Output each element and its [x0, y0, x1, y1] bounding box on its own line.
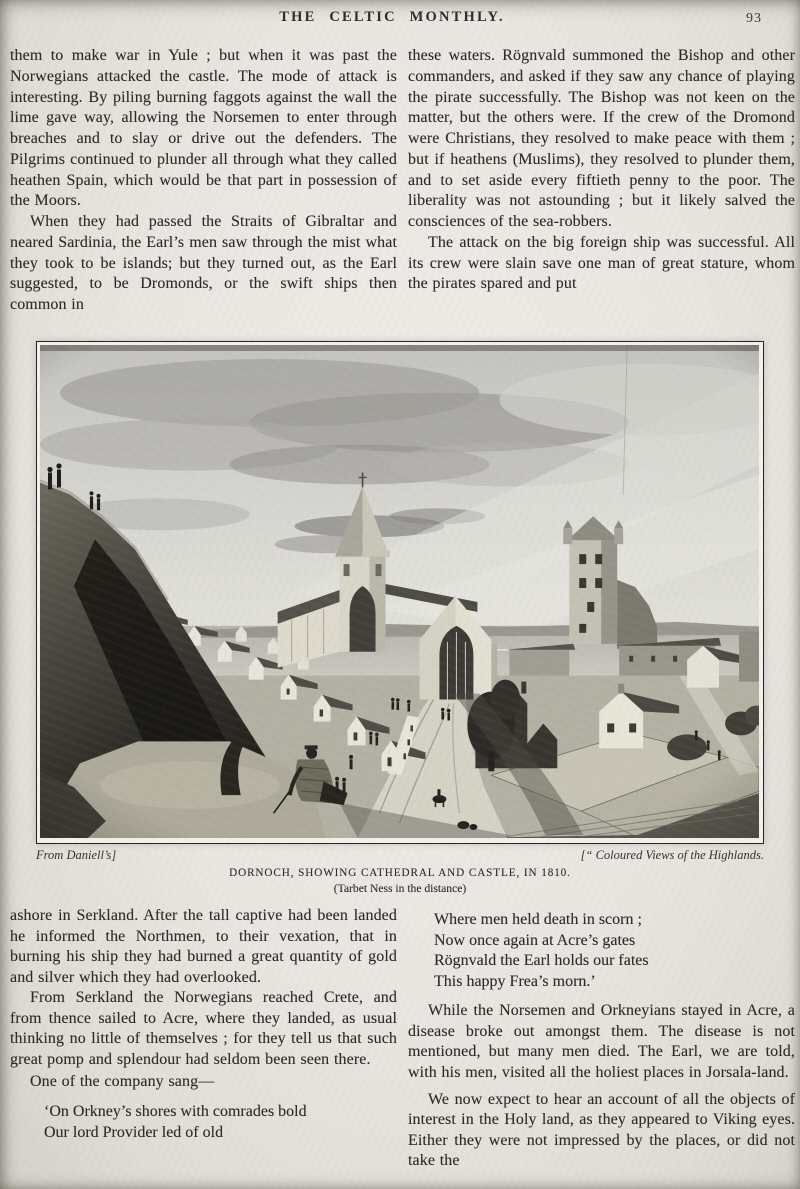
- paragraph: them to make war in Yule ; but when it was past the Norwegians attacked the castle. The mode of attack is interesting. By piling burning faggots against the wall the lime gave way, allowing the Norsemen to enter through breaches and to slay or drive out the defenders. The Pilgrims continued to plunder all through what they called heathen Spain, which would be that part in possession of the Moors.: [10, 47, 397, 210]
- verse-line: ‘On Orkney’s shores with comrades bold: [44, 1102, 307, 1120]
- bottom-right-column: [408, 906, 795, 1172]
- paragraph: The attack on the big foreign ship was successful. All its crew were slain save one man of great stature, whom the pirates spared and put: [408, 233, 795, 293]
- paragraph: While the Norsemen and Orkneyians stayed in Acre, a disease broke out amongst them. The disease is not mentioned, but many men died. The Earl, we are told, with his men, visited all the holiest places in Jorsala-land.: [408, 1002, 795, 1082]
- verse-line: This happy Frea’s morn.’: [434, 972, 596, 990]
- paragraph: From Serkland the Norwegians reached Crete, and from thence sailed to Acre, where they landed, as usual thinking no little of themselves ; for they tell us that such great pomp and splendour had seldom been seen there.: [10, 989, 397, 1068]
- top-left-column: [10, 46, 397, 316]
- bottom-left-column: [10, 906, 397, 1172]
- verse-line: Where men held death in scorn ;: [434, 911, 642, 928]
- illustration-subcaption: (Tarbet Ness in the distance): [333, 882, 467, 895]
- verse-line: Now once again at Acre’s gates: [434, 931, 636, 949]
- dornoch-engraving: [40, 345, 759, 838]
- bottom-text-columns: [10, 906, 796, 1172]
- verse-left: [10, 1102, 397, 1143]
- paragraph: We now expect to hear an account of all the objects of interest in the Holy land, as they appeared to Viking eyes. Either they were not impressed by the places, or did not take the: [408, 1090, 795, 1170]
- credit-left: From Daniell’s]: [36, 848, 117, 862]
- illustration-frame: [36, 341, 764, 844]
- caption-block: [36, 848, 764, 895]
- paragraph: One of the company sang—: [30, 1073, 215, 1091]
- paragraph: When they had passed the Straits of Gibraltar and neared Sardinia, the Earl’s men saw through the mist what they took to be islands; but they turned out, as the Earl suggested, to be Dromonds, or the swift ships then common in: [10, 213, 397, 313]
- illustration-caption: DORNOCH, SHOWING CATHEDRAL AND CASTLE, IN 1810.: [229, 867, 571, 879]
- paragraph: ashore in Serkland. After the tall captive had been landed he informed the Northmen, to their vexation, that in burning his ship they had burned a great quantity of gold and silver which they had overlooked.: [10, 907, 397, 986]
- journal-title: THE CELTIC MONTHLY.: [279, 9, 505, 25]
- top-right-column: [408, 46, 795, 316]
- verse-right: [408, 910, 795, 992]
- credit-right: [“ Coloured Views of the Highlands.: [580, 848, 764, 862]
- verse-line: Rögnvald the Earl holds our fates: [434, 952, 649, 970]
- top-text-columns: [10, 46, 796, 316]
- page-number: 93: [746, 11, 762, 26]
- paragraph: these waters. Rögnvald summoned the Bishop and other commanders, and asked if they saw any chance of playing the pirate successfully. The Bishop was not keen on the matter, but the others were. If the crew of the Dromond were Christians, they resolved to make peace with them ; but if heathens (Muslims), they resolved to plunder them, and to set aside every fiftieth penny to the poor. The liberality was not astounding ; but it likely salved the consciences of the sea-robbers.: [408, 47, 795, 230]
- verse-line: Our lord Provider led of old: [44, 1123, 224, 1141]
- credit-row: [36, 848, 764, 863]
